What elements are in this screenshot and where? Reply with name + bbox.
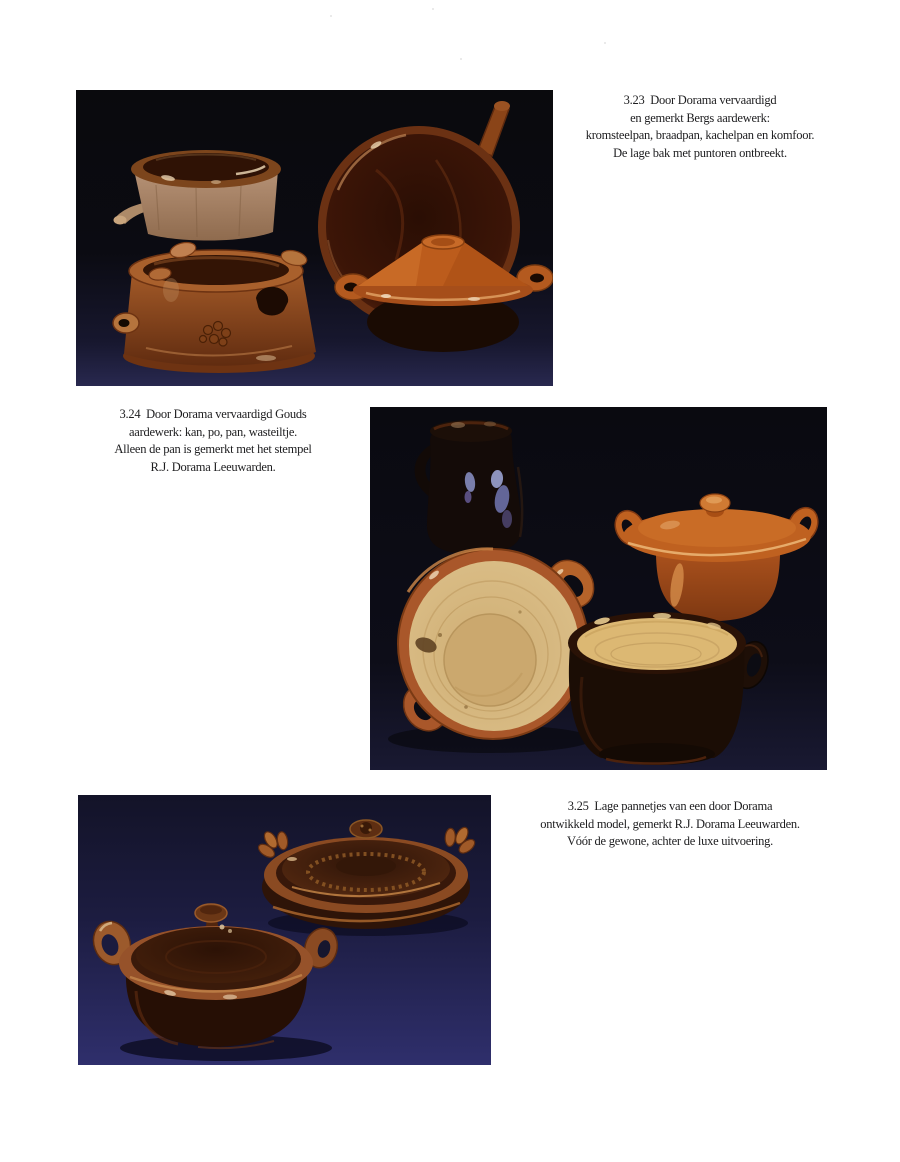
figure-3-24-caption: [53, 406, 373, 477]
figure-3-25-caption: [510, 798, 830, 851]
print-speck: [330, 15, 332, 17]
caption-line: ontwikkeld model, gemerkt R.J. Dorama Leeuwarden.: [540, 816, 800, 831]
caption-line: en gemerkt Bergs aardewerk:: [630, 110, 770, 125]
figure-3-25-photo: [78, 795, 491, 1065]
caption-line: De lage bak met puntoren ontbreekt.: [613, 146, 787, 161]
print-speck: [604, 42, 606, 44]
figure-3-24-photo: [370, 407, 827, 770]
caption-line: 3.24 Door Dorama vervaardigd Gouds: [119, 407, 307, 421]
luxe-pannetje: [251, 819, 482, 936]
caption-line: 3.25 Lage pannetjes van een door Dorama: [567, 799, 773, 813]
caption-line: aardewerk: kan, po, pan, wasteiltje.: [128, 424, 297, 439]
print-speck: [460, 58, 462, 60]
kachelpan: [113, 240, 316, 373]
caption-line: kromsteelpan, braadpan, kachelpan en komfoor.: [585, 128, 815, 143]
kan: [415, 420, 523, 554]
caption-line: R.J. Dorama Leeuwarden.: [150, 460, 276, 475]
print-speck: [432, 8, 434, 10]
figure-3-23-photo: [76, 90, 553, 386]
caption-line: Vóór de gewone, achter de luxe uitvoering.: [566, 834, 774, 849]
figure-3-23-caption: [540, 92, 860, 163]
caption-line: 3.23 Door Dorama vervaardigd: [623, 93, 777, 107]
caption-line: Alleen de pan is gemerkt met het stempel: [114, 442, 312, 457]
